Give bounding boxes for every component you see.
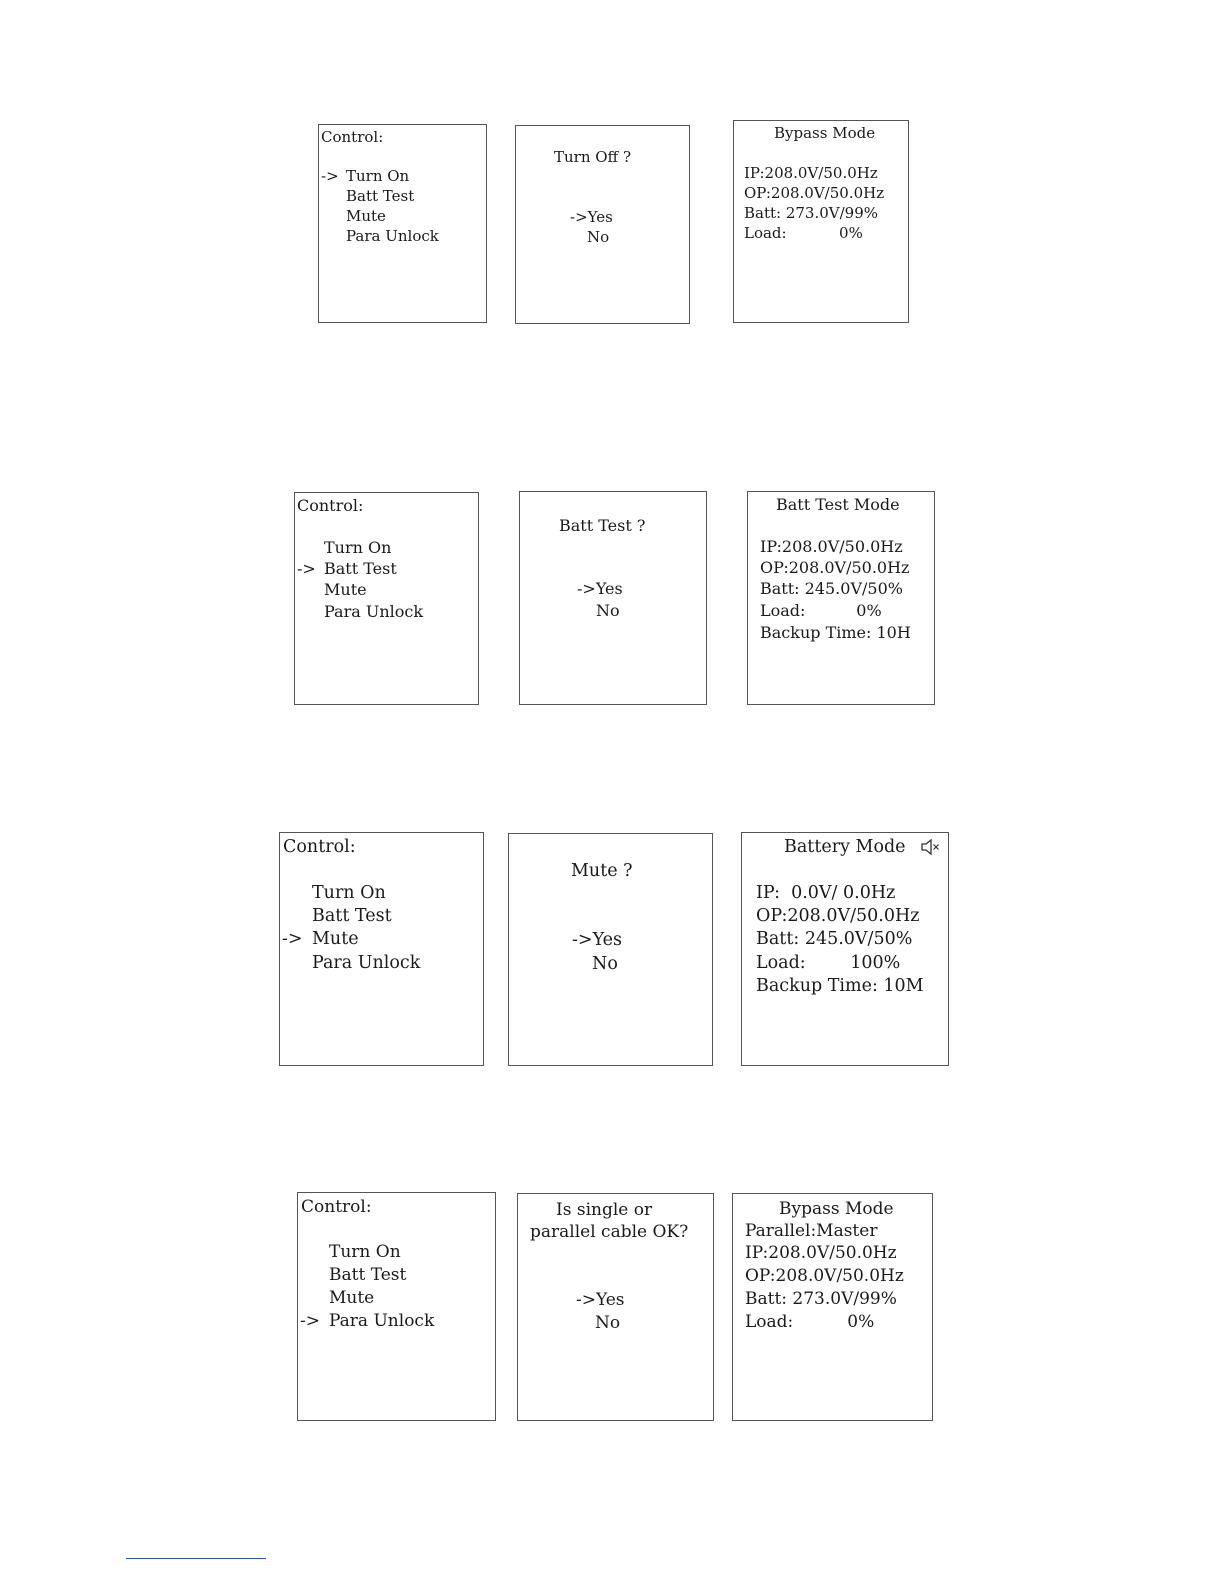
- confirm-dialog-panel: [508, 833, 713, 1066]
- status-input: IP:208.0V/50.0Hz: [745, 1243, 897, 1263]
- menu-item-turn-on[interactable]: Turn On: [346, 167, 410, 185]
- control-menu-title: Control:: [301, 1197, 372, 1217]
- confirm-question-line-1: Is single or: [556, 1200, 653, 1220]
- confirm-dialog-panel: [519, 491, 707, 705]
- confirm-yes-option[interactable]: ->Yes: [570, 208, 613, 226]
- control-menu-panel: [279, 832, 484, 1066]
- status-backup-time: Backup Time: 10H: [760, 623, 911, 642]
- status-input: IP: 0.0V/ 0.0Hz: [756, 883, 896, 903]
- status-output: OP:208.0V/50.0Hz: [760, 558, 910, 577]
- menu-item-mute[interactable]: Mute: [329, 1288, 375, 1308]
- status-input: IP:208.0V/50.0Hz: [744, 164, 878, 182]
- menu-item-turn-on[interactable]: Turn On: [324, 538, 392, 557]
- menu-item-turn-on[interactable]: Turn On: [329, 1242, 401, 1262]
- control-menu-panel: [297, 1192, 496, 1421]
- confirm-no-option[interactable]: No: [587, 228, 610, 246]
- status-load: Load: 100%: [756, 953, 901, 973]
- control-menu-panel: [294, 492, 479, 705]
- status-input: IP:208.0V/50.0Hz: [760, 537, 903, 556]
- status-output: OP:208.0V/50.0Hz: [745, 1266, 904, 1286]
- status-parallel: Parallel:Master: [745, 1221, 878, 1241]
- menu-item-mute[interactable]: Mute: [324, 580, 367, 599]
- selection-arrow: ->: [297, 559, 316, 578]
- status-mode-title: Bypass Mode: [779, 1199, 894, 1219]
- menu-item-turn-on[interactable]: Turn On: [312, 883, 386, 903]
- status-load: Load: 0%: [760, 601, 882, 620]
- status-output: OP:208.0V/50.0Hz: [744, 184, 885, 202]
- confirm-dialog-panel: [515, 125, 690, 324]
- confirm-no-option[interactable]: No: [592, 954, 618, 974]
- menu-item-batt-test[interactable]: Batt Test: [329, 1265, 407, 1285]
- confirm-question: Batt Test ?: [559, 516, 646, 535]
- menu-item-mute[interactable]: Mute: [346, 207, 386, 225]
- confirm-yes-option[interactable]: ->Yes: [572, 930, 622, 950]
- status-output: OP:208.0V/50.0Hz: [756, 906, 920, 926]
- menu-item-para-unlock[interactable]: Para Unlock: [312, 953, 421, 973]
- status-load: Load: 0%: [744, 224, 863, 242]
- status-backup-time: Backup Time: 10M: [756, 976, 924, 996]
- menu-item-para-unlock[interactable]: Para Unlock: [329, 1311, 435, 1331]
- control-menu-panel: [318, 124, 487, 323]
- menu-item-batt-test[interactable]: Batt Test: [312, 906, 392, 926]
- menu-item-para-unlock[interactable]: Para Unlock: [324, 602, 424, 621]
- confirm-no-option[interactable]: No: [595, 1313, 621, 1333]
- status-mode-title: Battery Mode: [784, 837, 906, 857]
- status-panel: [747, 491, 935, 705]
- control-menu-title: Control:: [297, 496, 364, 515]
- confirm-dialog-panel: [517, 1193, 714, 1421]
- menu-item-mute[interactable]: Mute: [312, 929, 359, 949]
- status-panel: [732, 1193, 933, 1421]
- control-menu-title: Control:: [321, 128, 384, 146]
- confirm-question: Turn Off ?: [554, 148, 632, 166]
- status-battery: Batt: 273.0V/99%: [745, 1289, 897, 1309]
- menu-item-batt-test[interactable]: Batt Test: [346, 187, 415, 205]
- menu-item-para-unlock[interactable]: Para Unlock: [346, 227, 439, 245]
- control-menu-title: Control:: [283, 837, 356, 857]
- confirm-no-option[interactable]: No: [596, 601, 620, 620]
- confirm-question: Mute ?: [571, 861, 633, 881]
- status-battery: Batt: 245.0V/50%: [756, 929, 913, 949]
- speaker-muted-icon: [920, 838, 940, 856]
- status-battery: Batt: 245.0V/50%: [760, 579, 903, 598]
- status-panel: [741, 832, 949, 1066]
- selection-arrow: ->: [282, 929, 303, 949]
- status-battery: Batt: 273.0V/99%: [744, 204, 879, 222]
- status-mode-title: Batt Test Mode: [776, 495, 900, 514]
- menu-item-batt-test[interactable]: Batt Test: [324, 559, 397, 578]
- selection-arrow: ->: [300, 1311, 320, 1331]
- confirm-question-line-2: parallel cable OK?: [530, 1222, 689, 1242]
- status-load: Load: 0%: [745, 1312, 875, 1332]
- confirm-yes-option[interactable]: ->Yes: [576, 1290, 625, 1310]
- selection-arrow: ->: [321, 167, 339, 185]
- status-mode-title: Bypass Mode: [774, 124, 876, 142]
- status-panel: [733, 120, 909, 323]
- confirm-yes-option[interactable]: ->Yes: [577, 579, 623, 598]
- footnote-separator: [126, 1558, 266, 1559]
